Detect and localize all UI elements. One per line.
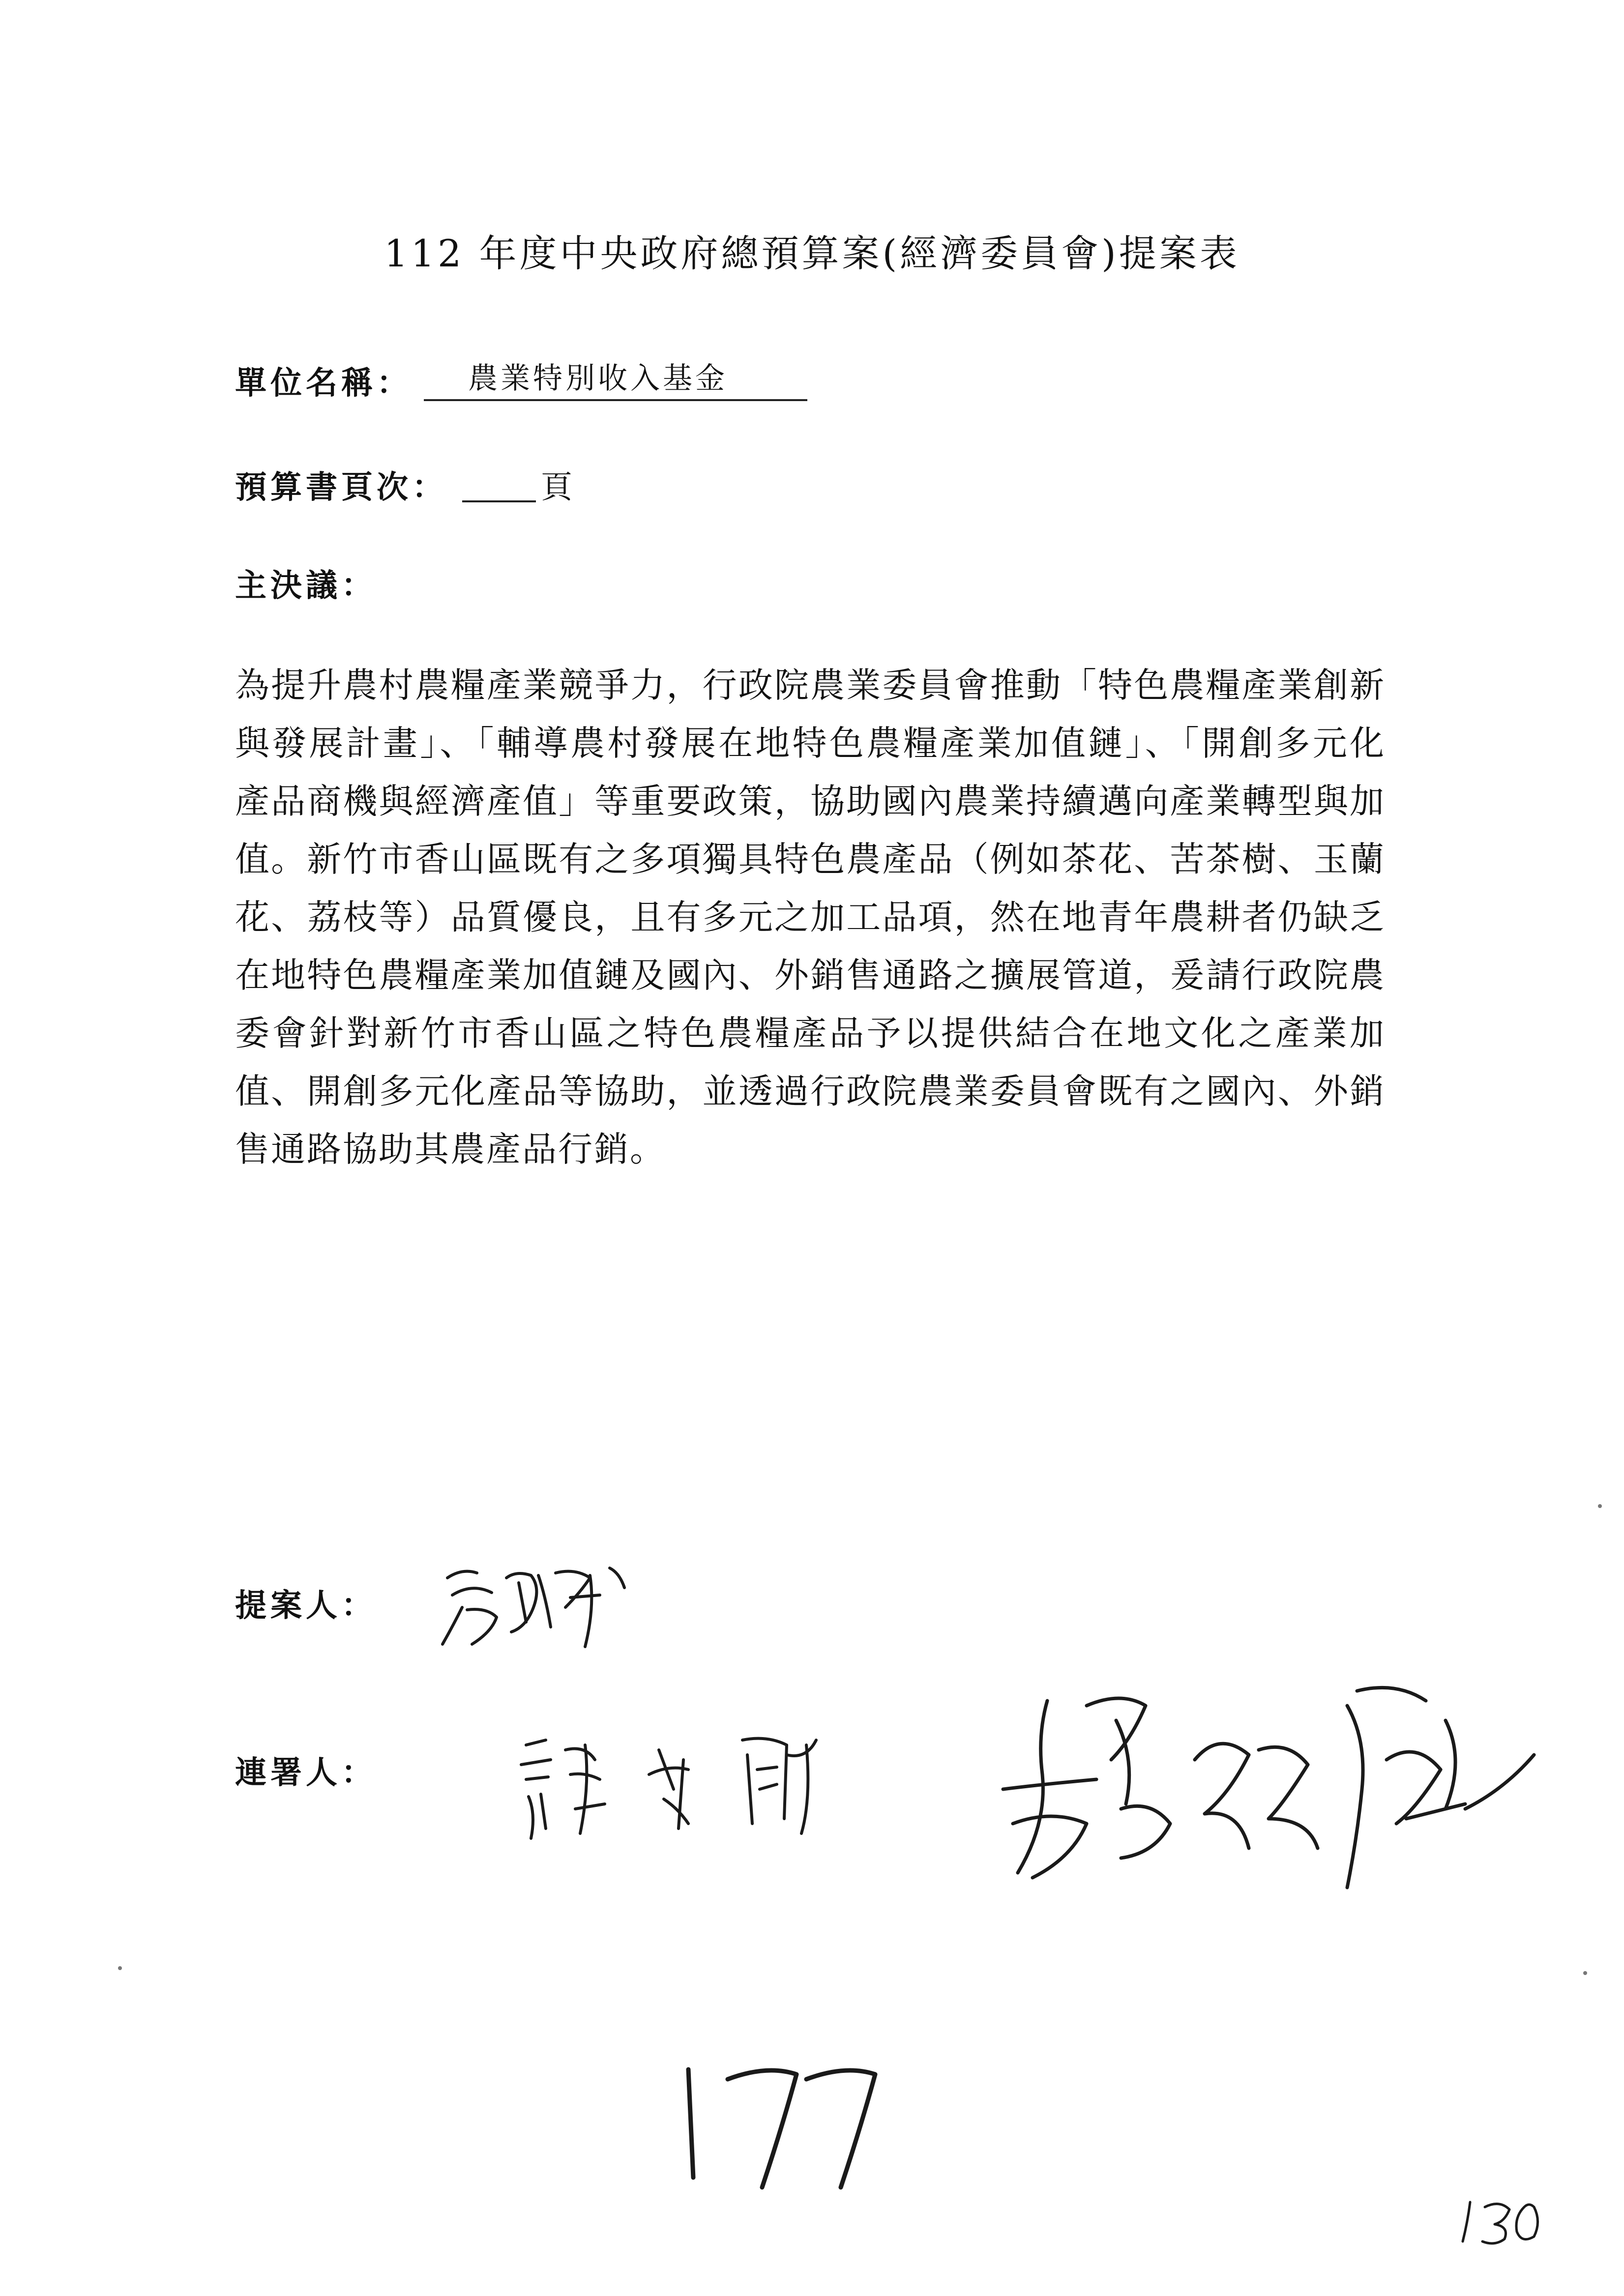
budget-page-label: 預算書頁次： <box>235 469 447 506</box>
form-title: 112 年度中央政府總預算案(經濟委員會)提案表 <box>384 232 1240 275</box>
cosigner-signature-1 <box>511 1711 929 1858</box>
scan-speck <box>118 1966 122 1970</box>
cosigner-signature-2 <box>974 1661 1564 1897</box>
budget-page-blank <box>462 462 536 502</box>
unit-name-label: 單位名稱： <box>235 365 412 402</box>
scan-speck <box>1583 1971 1587 1975</box>
handwritten-page-number <box>669 2040 905 2197</box>
main-resolution-label: 主決議： <box>235 568 377 604</box>
cosigner-label: 連署人： <box>235 1755 377 1791</box>
handwritten-small-number <box>1455 2192 1554 2251</box>
proposer-label: 提案人： <box>235 1588 377 1624</box>
scan-speck <box>1598 1504 1602 1508</box>
proposer-signature <box>433 1548 688 1657</box>
main-resolution-text: 為提升農村農糧產業競爭力，行政院農業委員會推動「特色農糧產業創新與發展計畫」、「輔導農村發展在地特色農糧產業加值鏈」、「開創多元化產品商機與經濟產值」等重要政策，協助國內農業持續邁向產業轉型與加值。新竹市香山區既有之多項獨具特色農產品（例如茶花、苦茶樹、玉蘭花、荔枝等）品質優良，且有多元之加工品項，然在地青年農耕者仍缺乏在地特色農糧產業加值鏈及國內、外銷售通路之擴展管道，爰請行政院農委會針對新竹市香山區之特色農糧產品予以提供結合在地文化之產業加值、開創多元化產品等協助，並透過行政院農業委員會既有之國內、外銷售通路協助其農產品行銷。 <box>235 665 1386 1169</box>
budget-page-unit: 頁 <box>541 469 572 506</box>
unit-name-value: 農業特別收入基金 <box>424 358 807 401</box>
